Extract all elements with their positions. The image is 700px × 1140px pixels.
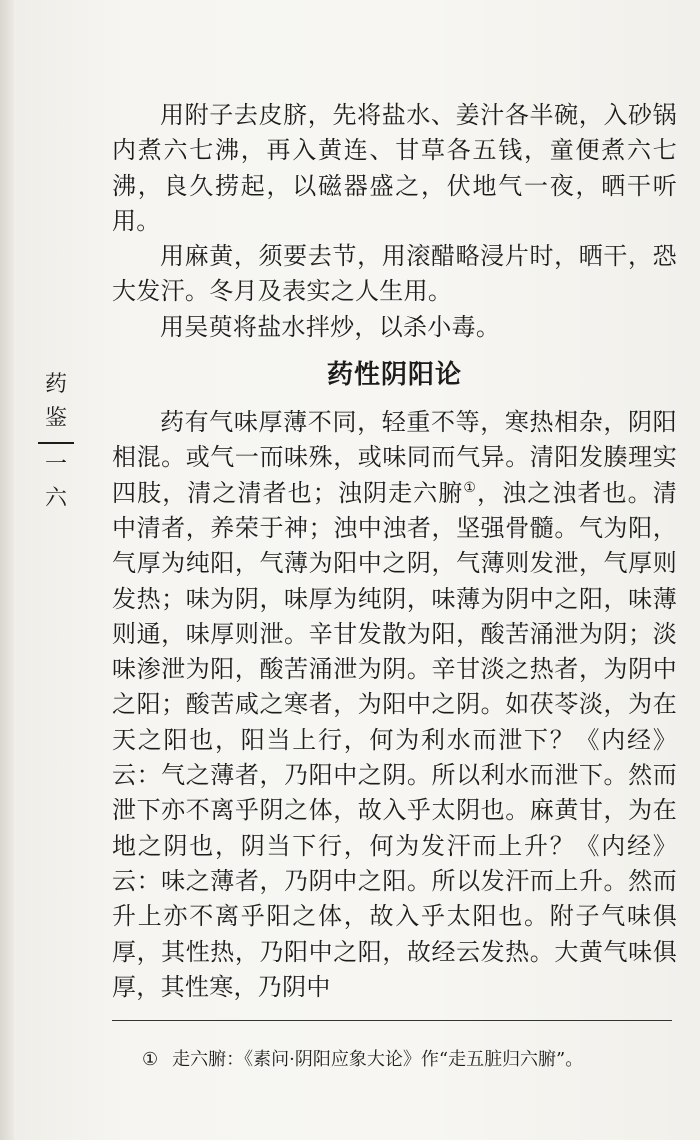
footnote [142, 1047, 672, 1073]
paragraph-yinyang-part-1: 药有气味厚薄不同，轻重不等，寒热相杂，阴阳相混。或气一而味殊，或味同而气异。清阳发腠理实四肢，清之清者也；浊阴走六腑 [112, 408, 677, 507]
paragraph-wuyu: 用吴萸将盐水拌炒，以杀小毒。 [160, 312, 501, 341]
running-header-divider [38, 442, 74, 444]
running-header [36, 368, 76, 516]
paragraph-yinyang-part-2: ，浊之浊者也。清中清者，养荣于神；浊中浊者，坚强骨髓。气为阳，气厚为纯阳，气薄为阳中之阴，气薄则发泄，气厚则发热；味为阴，味厚为纯阴，味薄为阴中之阳，味薄则通，味厚则泄。辛甘发散为阳，酸苦涌泄为阴；淡味渗泄为阳，酸苦涌泄为阴。辛甘淡之热者，为阴中之阳；酸苦咸之寒者，为阳中之阴。如茯苓淡，为在天之阳也，阳当上行，何为利水而泄下？《内经》云：气之薄者，乃阳中之阴。所以利水而泄下。然而泄下亦不离乎阴之体，故入乎太阴也。麻黄甘，为在地之阴也，阴当下行，何为发汗而上升？《内经》云：味之薄者，乃阴中之阳。所以发汗而上升。然而升上亦不离乎阳之体，故入乎太阳也。附子气味俱厚，其性热，乃阳中之阳，故经云发热。大黄气味俱厚，其性寒，乃阴中 [112, 478, 677, 1001]
paragraph-fuzi: 用附子去皮脐，先将盐水、姜汁各半碗，入砂锅内煮六七沸，再入黄连、甘草各五钱，童便煮六七沸，良久捞起，以磁器盛之，伏地气一夜，晒干听用。 [112, 101, 677, 235]
paragraph-mahuang: 用麻黄，须要去节，用滚醋略浸片时，晒干，恐大发汗。冬月及表实之人生用。 [112, 242, 677, 306]
paragraph-yinyang [112, 405, 677, 1005]
page-number-char-1: 一 [44, 452, 67, 477]
running-title-char-2: 鉴 [44, 406, 67, 431]
page-number-char-2: 六 [44, 486, 67, 511]
footnote-divider [112, 1020, 672, 1021]
footnote-text: 走六腑：《素问·阴阳应象大论》作“走五脏归六腑”。 [172, 1049, 584, 1070]
page-edge-shadow [0, 0, 14, 1140]
footnote-marker: ① [463, 479, 478, 496]
footnote-number: ① [142, 1049, 159, 1070]
main-text-block [112, 98, 677, 1005]
running-title-char-1: 药 [44, 372, 67, 397]
section-title: 药性阴阳论 [326, 360, 462, 391]
